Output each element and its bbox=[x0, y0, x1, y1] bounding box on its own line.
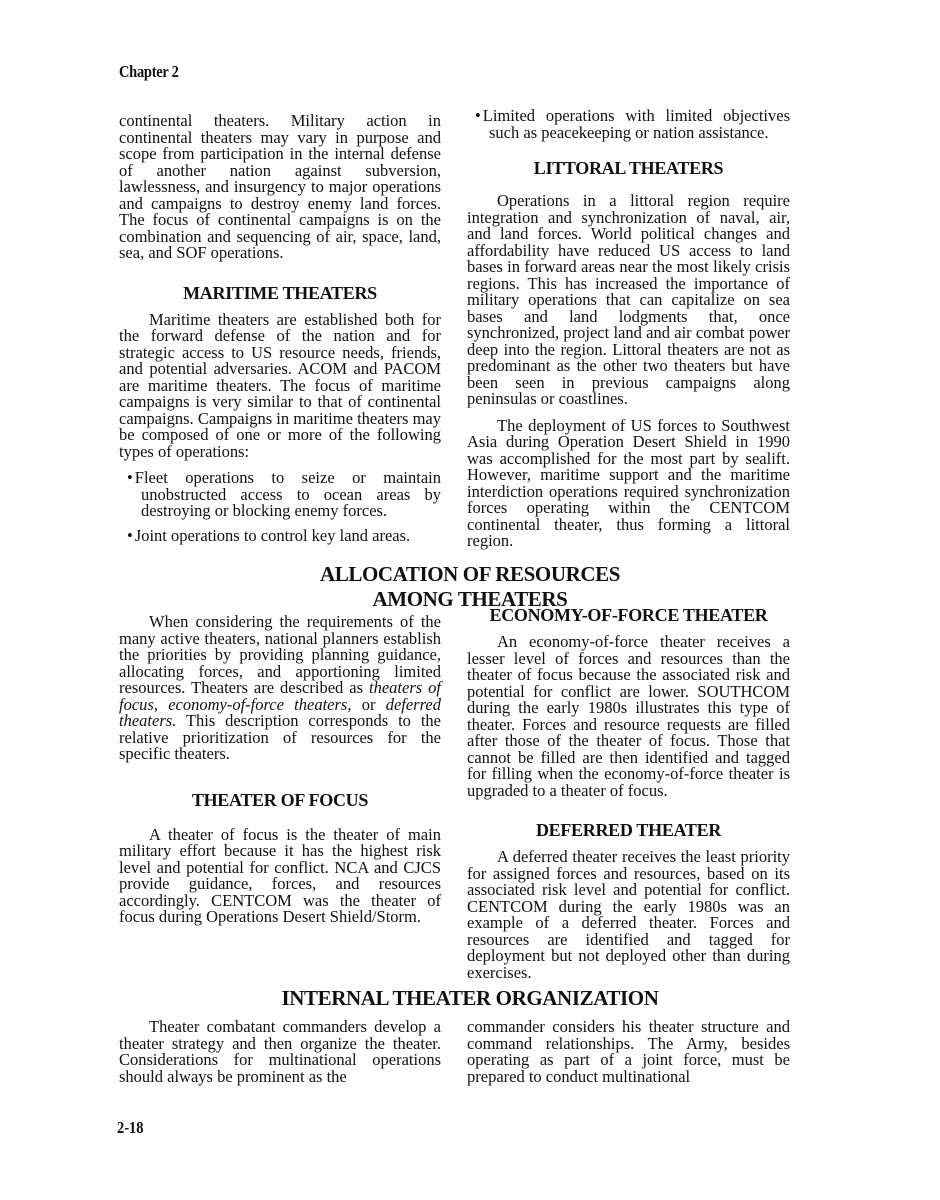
allocation-text-or: or bbox=[351, 694, 386, 714]
paragraph-internal-right: commander considers his theater structure and command relationships. The Army, besides operating as part of a joint force, must be prepared to conduct multinational bbox=[467, 1017, 790, 1086]
maritime-heading: MARITIME THEATERS bbox=[183, 282, 377, 303]
paragraph-allocation bbox=[119, 614, 441, 763]
paragraph-economy-of-force: An economy-of-force theater receives a lesser level of forces and resources than the theater of focus because the associated risk and potential for conflict are lower. SOUTHCOM during the early 1980s illustrates this type of theater. Forces and resource requests are filled after those of the theater of focus. Those that cannot be filled are then identified and tagged for filling when the economy-of-force theater is upgraded to a theater of focus. bbox=[467, 632, 790, 800]
left-column-top bbox=[119, 113, 441, 554]
allocation-heading-line2: AMONG THEATERS bbox=[372, 587, 568, 611]
allocation-heading-line1: ALLOCATION OF RESOURCES bbox=[319, 562, 621, 586]
left-column-internal bbox=[119, 1019, 441, 1095]
right-column-allocation bbox=[467, 606, 790, 991]
deferred-theater-heading: DEFERRED THEATER bbox=[535, 820, 722, 840]
allocation-text-end: This description corresponds to the relative prioritization of resources for the specific theaters. bbox=[119, 711, 441, 763]
littoral-heading: LITTORAL THEATERS bbox=[533, 158, 724, 178]
paragraph-maritime: Maritime theaters are established both for the forward defense of the nation and for strategic access to US resource needs, friends, and potential adversaries. ACOM and PACOM are maritime theaters. The focus of maritime campaigns is very similar to that of continental campaigns. Campaigns in maritime theaters may be composed of one or more of the following types of operations: bbox=[119, 309, 441, 461]
limited-operations-list bbox=[467, 108, 790, 141]
list-item: • Limited operations with limited objectives such as peacekeeping or nation assistance. bbox=[467, 108, 790, 141]
page-number: 2-18 bbox=[117, 1118, 144, 1137]
paragraph-littoral-2: The deployment of US forces to Southwest Asia during Operation Desert Shield in 1990 was accomplished for the most part by sealift. However, maritime support and the maritime interdiction operations required synchronization forces operating within the CENTCOM continental theater, thus forming a littoral region. bbox=[467, 415, 790, 550]
allocation-text-italic: theaters of focus, economy-of-force theaters, bbox=[119, 678, 441, 714]
paragraph-theater-of-focus: A theater of focus is the theater of main military effort because it has the highest risk level and potential for conflict. NCA and CJCS provide guidance, forces, and resources accordingly. CENTCOM was the theater of focus during Operations Desert Shield/Storm. bbox=[119, 824, 441, 926]
economy-of-force-heading: ECONOMY-OF-FORCE THEATER bbox=[489, 605, 768, 625]
list-item: • Joint operations to control key land areas. bbox=[119, 528, 441, 545]
allocation-text-start: When considering the requirements of the many active theaters, national planners establish the priorities by providing planning guidance, allocating forces, and apportioning limited resources. Theaters are described as bbox=[119, 612, 441, 697]
paragraph-littoral-1: Operations in a littoral region require integration and synchronization of naval, air, and land forces. World political changes and affordability have reduced US access to land bases in forward areas near the most likely crisis regions. This has increased the importance of military operations that can capitalize on sea bases and land lodgments that, once synchronized, project land and air combat power deep into the region. Littoral theaters are not as predominant as the other two theaters but have been seen in previous campaigns along peninsulas or coastlines. bbox=[467, 191, 790, 408]
maritime-operations-list bbox=[119, 470, 441, 544]
theater-of-focus-heading: THEATER OF FOCUS bbox=[191, 789, 369, 810]
right-column-top bbox=[467, 108, 790, 560]
right-column-internal bbox=[467, 1019, 790, 1095]
paragraph-continental: continental theaters. Military action in continental theaters may vary in purpose and scope from participation in the internal defense of another nation against subversion, lawlessness, and insurgency to major operations and campaigns to destroy enemy land forces. The focus of continental campaigns is on the combination and sequencing of air, space, land, sea, and SOF operations. bbox=[119, 111, 441, 262]
paragraph-deferred-theater: A deferred theater receives the least priority for assigned forces and resources, based on its associated risk level and potential for conflict. CENTCOM during the early 1980s was an example of a deferred theater. Forces and resources are identified and tagged for deployment but not deployed other than during exercises. bbox=[467, 847, 790, 982]
paragraph-internal-left: Theater combatant commanders develop a theater strategy and then organize the theater. Considerations for multinational operations should always be prominent as the bbox=[119, 1017, 441, 1086]
list-item: • Fleet operations to seize or maintain unobstructed access to ocean areas by destroying or blocking enemy forces. bbox=[119, 470, 441, 520]
left-column-allocation bbox=[119, 614, 441, 936]
allocation-text-italic-2: deferred theaters. bbox=[119, 694, 441, 730]
internal-organization-heading: INTERNAL THEATER ORGANIZATION bbox=[281, 986, 659, 1010]
chapter-header: Chapter 2 bbox=[119, 62, 179, 81]
